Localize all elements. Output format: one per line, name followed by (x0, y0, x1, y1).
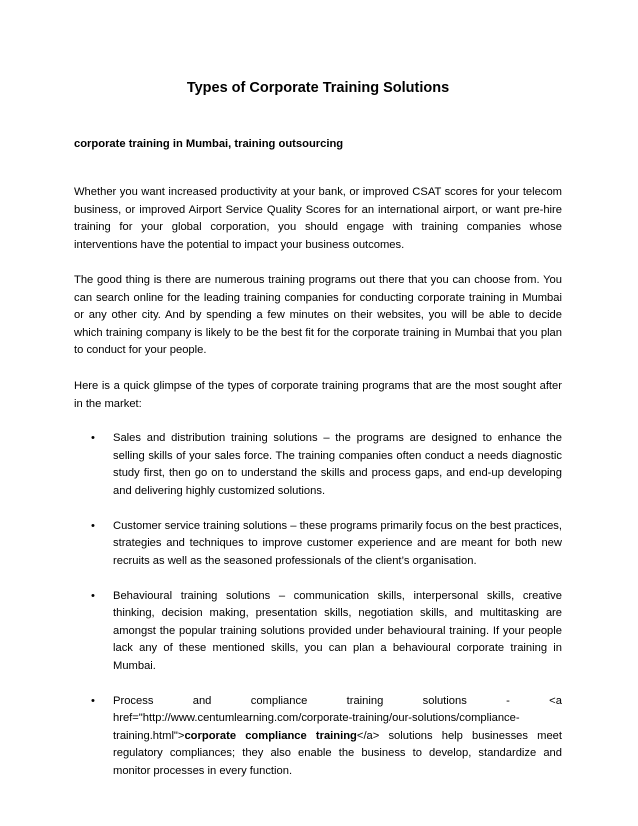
bullet-icon: • (91, 694, 95, 707)
list-item-text: Sales and distribution training solutions – the programs are designed to enhance the selling skills of your sales force. The training companies often conduct a needs diagnostic study first, then go on to understand the skills and process gaps, and end-up developing and delivering highly customized solutions. (113, 432, 562, 497)
href-end-text: training.html"> (113, 729, 185, 742)
lead-word: <a (549, 694, 562, 707)
bullet-icon: • (91, 432, 95, 444)
lead-word: Process (113, 694, 154, 707)
bullet-icon: • (91, 589, 95, 602)
paragraph-search: The good thing is there are numerous training programs out there that you can choose from. You can search online for the leading training companies for conducting corporate training in Mumbai or any other city. And by spending a few minutes on their websites, you will be able to decide which training company is likely to be the best fit for the corporate training in Mumbai that you plan to conduct for your people. (74, 274, 562, 356)
list-item-lead-line (113, 693, 562, 711)
document-title: Types of Corporate Training Solutions (186, 80, 450, 96)
bullet-icon: • (91, 519, 95, 532)
keywords-line: corporate training in Mumbai, training outsourcing (74, 138, 344, 150)
list-item-compliance (74, 693, 562, 781)
list-item-sales (74, 430, 562, 500)
training-types-list (74, 430, 562, 798)
paragraph-glimpse: Here is a quick glimpse of the types of corporate training programs that are the most sought after in the market: (74, 380, 562, 410)
lead-word: training (346, 694, 384, 707)
list-item-behavioural (74, 588, 562, 676)
href-text: href="http://www.centumlearning.com/corporate-training/our-solutions/compliance- (113, 712, 520, 724)
list-item-text: Behavioural training solutions – communication skills, interpersonal skills, creative thinking, decision making, presentation skills, negotiation skills, and multitasking are amongst the popular training solutions provided under behavioural training. If your people lack any of these mentioned skills, you can plan a behavioural corporate training in Mumbai. (113, 589, 562, 672)
paragraph-intro: Whether you want increased productivity at your bank, or improved CSAT scores for your telecom business, or improved Airport Service Quality Scores for an international airport, or want pre-hire training for your global corporation, you should engage with training companies whose interventions have the potential to impact your business outcomes. (74, 186, 562, 251)
lead-word: solutions (422, 694, 467, 707)
list-item-customer-service (74, 518, 562, 571)
close-tag-text: </a> (356, 729, 380, 742)
lead-word: - (506, 694, 510, 707)
lead-word: compliance (250, 694, 308, 707)
lead-word: and (192, 694, 212, 707)
list-item-text: solutions help businesses meet regulatory compliances; they also enable the business to develop, standardize and monitor processes in every function. (113, 729, 562, 777)
list-item-text: Customer service training solutions – these programs primarily focus on the best practices, strategies and techniques to improve customer experience and are meant for both new recruits as well as the seasoned professionals of the client’s organisation. (113, 519, 562, 567)
link-text-bold: corporate compliance training (184, 729, 357, 742)
